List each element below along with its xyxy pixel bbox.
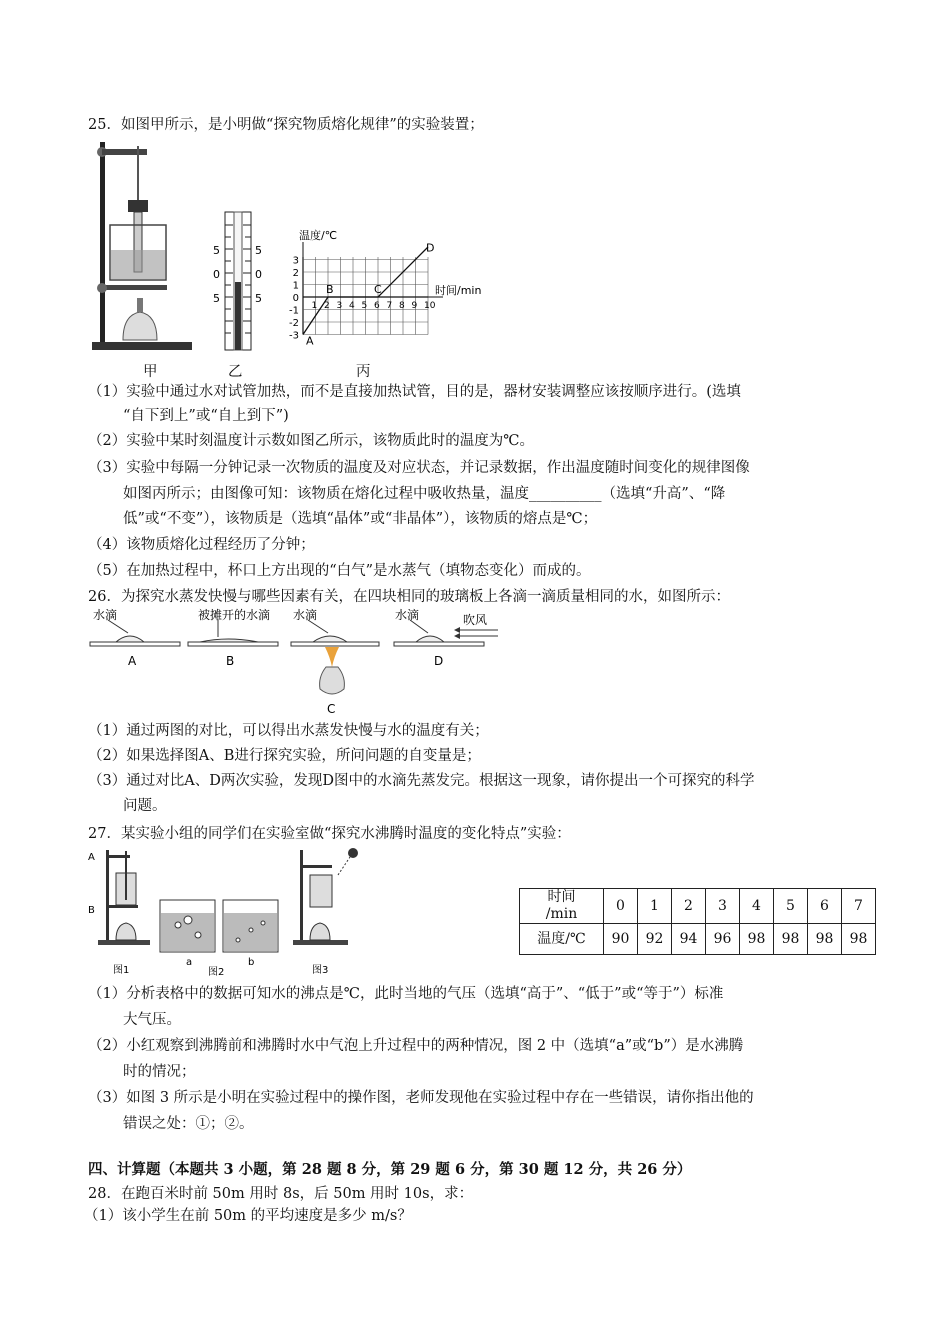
table-cell: 98	[774, 924, 808, 955]
fig27-label-a: a	[186, 957, 193, 968]
fig26-label-d: D	[434, 654, 444, 668]
q25-part5: （5）在加热过程中，杯口上方出现的“白气”是水蒸气（填物态变化）而成的。	[88, 563, 591, 579]
thermo-tick: 5	[213, 292, 220, 305]
fig27-label-B: B	[88, 905, 95, 916]
x-tick-label: 8	[399, 301, 405, 311]
q25-part4: （4）该物质熔化过程经历了分钟；	[88, 537, 315, 553]
thermo-tick: 5	[255, 244, 262, 257]
table-cell: 6	[808, 889, 842, 924]
x-tick-label: 10	[424, 301, 436, 311]
y-tick-label: 3	[292, 255, 299, 267]
q26-part3: （3）通过对比A、D两次实验，发现D图中的水滴先蒸发完。根据这一现象，请你提出一个可探究的科学	[88, 773, 755, 789]
q27-part1-cont: 大气压。	[123, 1012, 181, 1028]
q25-part3-cont: 如图丙所示；由图像可知：该物质在熔化过程中吸收热量，温度__________（选填“升高”、“降	[123, 486, 726, 502]
section4-title: 四、计算题（本题共 3 小题，第 28 题 8 分，第 29 题 6 分，第 30 题 12 分，共 26 分）	[88, 1161, 692, 1178]
q25-part2: （2）实验中某时刻温度计示数如图乙所示，该物质此时的温度为℃。	[88, 433, 534, 449]
q26-part3-cont: 问题。	[123, 798, 167, 814]
fig26-label-a-top: 水滴	[93, 608, 118, 622]
q26-stem: 26．为探究水蒸发快慢与哪些因素有关，在四块相同的玻璃板上各滴一滴质量相同的水，如图所示：	[88, 589, 730, 605]
q25-part1-cont: “自下到上”或“自上到下”)	[123, 408, 289, 424]
table-cell: 98	[808, 924, 842, 955]
q27-part3-cont: 错误之处：①；②。	[123, 1116, 254, 1132]
fig-label-yi: 乙	[228, 364, 243, 380]
x-tick-label: 6	[374, 301, 380, 311]
y-tick-label: -2	[289, 318, 299, 329]
y-tick-label: 1	[292, 280, 299, 292]
q25-part3: （3）实验中每隔一分钟记录一次物质的温度及对应状态，并记录数据，作出温度随时间变化的规律图像	[88, 460, 750, 476]
table-cell: 2	[672, 889, 706, 924]
table-cell: 7	[842, 889, 876, 924]
q28-stem: 28．在跑百米时前 50m 用时 8s，后 50m 用时 10s，求：	[88, 1186, 474, 1202]
figure-q26-evaporation	[88, 605, 508, 717]
x-tick-label: 4	[349, 301, 355, 311]
graph-ylabel: 温度/℃	[299, 229, 338, 242]
q27-part2: （2）小红观察到沸腾前和沸腾时水中气泡上升过程中的两种情况，图 2 中（选填“a”或“b”）是水沸腾	[88, 1038, 744, 1054]
table-header-temp: 温度/℃	[520, 924, 604, 955]
y-tick-label: -3	[289, 330, 299, 342]
fig-label-bing: 丙	[356, 364, 371, 380]
fig26-label-wind: 吹风	[463, 613, 488, 627]
x-tick-label: 2	[324, 301, 330, 311]
fig27-label-fig3: 图3	[312, 965, 329, 976]
graph-xlabel: 时间/min	[435, 284, 482, 297]
q25-part1: （1）实验中通过水对试管加热，而不是直接加热试管，目的是，器材安装调整应该按顺序进行。(选填	[88, 384, 741, 400]
q27-data-table	[519, 888, 876, 955]
y-tick-label: -1	[289, 305, 299, 317]
figure-yi-thermometer	[205, 210, 270, 352]
table-cell: 90	[604, 924, 638, 955]
table-cell: 96	[706, 924, 740, 955]
table-cell: 0	[604, 889, 638, 924]
table-cell: 3	[706, 889, 740, 924]
table-row-time	[520, 889, 876, 924]
fig26-label-a: A	[128, 654, 137, 668]
x-tick-label: 9	[411, 301, 418, 311]
thermo-tick: 0	[213, 268, 220, 281]
q25-part3-cont2: 低”或“不变”），该物质是（选填“晶体”或“非晶体”），该物质的熔点是℃；	[123, 511, 598, 527]
figure-bing-graph	[283, 225, 498, 350]
figure-jia-apparatus	[88, 140, 198, 352]
table-cell: 4	[740, 889, 774, 924]
point-label: B	[326, 283, 334, 296]
thermo-tick: 5	[255, 292, 262, 305]
x-tick-label: 1	[311, 301, 318, 311]
q27-part1: （1）分析表格中的数据可知水的沸点是℃，此时当地的气压（选填“高于”、“低于”或“等于”）标准	[88, 986, 724, 1002]
q28-part1: （1）该小学生在前 50m 的平均速度是多少 m/s？	[84, 1208, 412, 1224]
point-label: D	[426, 241, 435, 255]
fig27-label-b: b	[248, 957, 255, 968]
thermo-tick: 5	[213, 244, 220, 257]
q27-part3: （3）如图 3 所示是小明在实验过程中的操作图，老师发现他在实验过程中存在一些错误，请你指出他的	[88, 1090, 754, 1106]
table-cell: 92	[638, 924, 672, 955]
fig26-label-c: C	[327, 702, 336, 716]
fig-label-jia: 甲	[143, 364, 158, 380]
table-cell: 1	[638, 889, 672, 924]
point-label: A	[306, 334, 314, 348]
table-header-time: 时间 /min	[520, 889, 604, 924]
fig27-label-fig2: 图2	[208, 967, 225, 978]
y-tick-label: 2	[292, 268, 299, 279]
q25-stem: 25．如图甲所示，是小明做“探究物质熔化规律”的实验装置；	[88, 117, 484, 133]
table-cell: 94	[672, 924, 706, 955]
x-tick-label: 3	[336, 301, 343, 311]
x-tick-label: 7	[386, 301, 393, 311]
fig26-label-b-top: 被摊开的水滴	[198, 608, 271, 622]
table-cell: 5	[774, 889, 808, 924]
q27-stem: 27．某实验小组的同学们在实验室做“探究水沸腾时温度的变化特点”实验：	[88, 826, 571, 842]
fig27-label-A: A	[88, 852, 95, 863]
q27-part2-cont: 时的情况；	[123, 1064, 196, 1080]
x-tick-label: 5	[361, 301, 368, 311]
thermo-tick: 0	[255, 268, 262, 281]
fig26-label-b: B	[226, 654, 235, 668]
q26-part1: （1）通过两图的对比，可以得出水蒸发快慢与水的温度有关；	[88, 723, 489, 739]
q26-part2: （2）如果选择图A、B进行探究实验，所问问题的自变量是；	[88, 748, 481, 764]
table-cell: 98	[842, 924, 876, 955]
table-cell: 98	[740, 924, 774, 955]
point-label: C	[374, 283, 382, 296]
y-tick-label: 0	[292, 293, 299, 304]
fig26-label-c-top: 水滴	[293, 608, 318, 622]
figure-q27-boiling	[88, 845, 448, 980]
fig26-label-d-top: 水滴	[395, 608, 420, 622]
fig27-label-fig1: 图1	[113, 965, 130, 976]
table-row-temp	[520, 924, 876, 955]
